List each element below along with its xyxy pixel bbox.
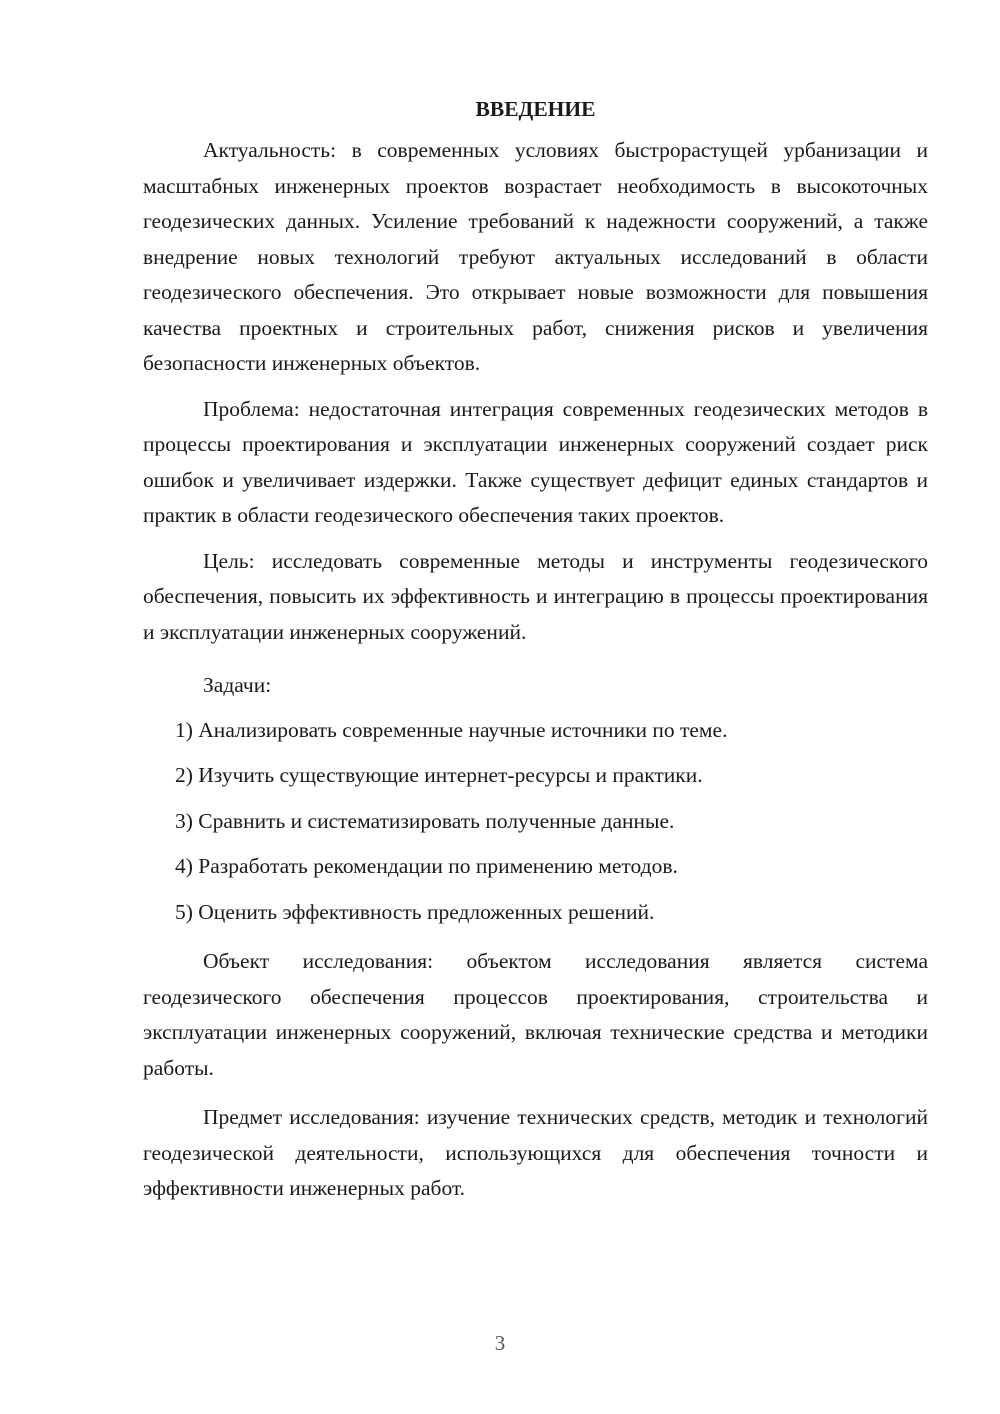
tasks-heading: Задачи: xyxy=(203,673,272,697)
task-item: 2) Изучить существующие интернет-ресурсы и практики. xyxy=(175,763,703,787)
paragraph-problem: Проблема: недостаточная интеграция современных геодезических методов в процессы проектирования и эксплуатации инженерных сооружений создает риск ошибок и увеличивает издержки. Также существует дефицит единых стандартов и практик в области геодезического обеспечения таких проектов. xyxy=(143,396,928,527)
task-item: 1) Анализировать современные научные источники по теме. xyxy=(175,717,728,742)
tasks-list xyxy=(143,713,928,931)
paragraph-object: Объект исследования: объектом исследования является система геодезического обеспечения процессов проектирования, строительства и эксплуатации инженерных сооружений, включая технические средства и методики работы. xyxy=(143,949,928,1080)
document-page xyxy=(143,92,928,1217)
paragraph-relevance: Актуальность: в современных условиях быстрорастущей урбанизации и масштабных инженерных проектов возрастает необходимость в высокоточных геодезических данных. Усиление требований к надежности сооружений, а также внедрение новых технологий требуют актуальных исследований в области геодезического обеспечения. Это открывает новые возможности для повышения качества проектных и строительных работ, снижения рисков и увеличения безопасности инженерных объектов. xyxy=(143,138,928,375)
paragraph-subject: Предмет исследования: изучение технических средств, методик и технологий геодезической деятельности, использующихся для обеспечения точности и эффективности инженерных работ. xyxy=(143,1105,928,1200)
task-item: 5) Оценить эффективность предложенных решений. xyxy=(175,899,655,924)
paragraph-goal: Цель: исследовать современные методы и инструменты геодезического обеспечения, повысить их эффективность и интеграцию в процессы проектирования и эксплуатации инженерных сооружений. xyxy=(143,548,928,644)
page-number: 3 xyxy=(494,1331,506,1355)
task-item: 3) Сравнить и систематизировать полученные данные. xyxy=(175,808,675,833)
section-title: ВВЕДЕНИЕ xyxy=(475,97,596,121)
task-item: 4) Разработать рекомендации по применению методов. xyxy=(175,854,678,878)
